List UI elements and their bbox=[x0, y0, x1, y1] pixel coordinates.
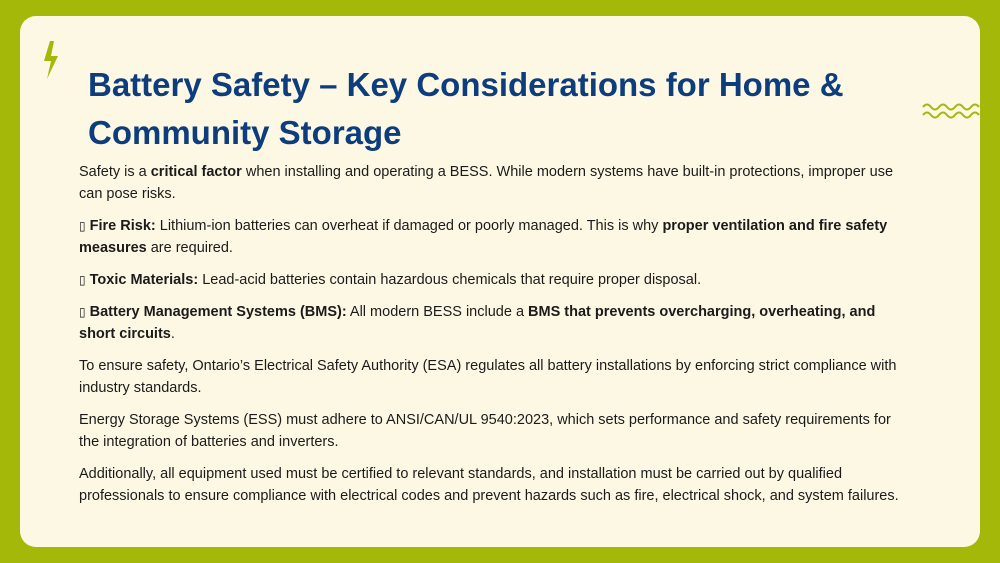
bullet-marker-icon: ▯ bbox=[79, 219, 86, 233]
ess-paragraph: Energy Storage Systems (ESS) must adhere to ANSI/CAN/UL 9540:2023, which sets performance and safety requirements for the integration of batteries and inverters. bbox=[79, 412, 891, 450]
lightning-bolt-icon bbox=[41, 41, 61, 79]
bms-paragraph: ▯ Battery Management Systems (BMS): All modern BESS include a BMS that prevents overcharging, overheating, and short circuits. bbox=[79, 304, 876, 342]
slide-title: Battery Safety – Key Considerations for Home & Community Storage bbox=[88, 66, 844, 151]
bullet-marker-icon: ▯ bbox=[79, 273, 86, 287]
additional-paragraph: Additionally, all equipment used must be certified to relevant standards, and installation must be carried out by qualified professionals to ensure compliance with electrical codes and prevent hazards such as fire, electrical shock, and system failures. bbox=[79, 466, 899, 504]
squiggle-lines-icon bbox=[921, 100, 981, 120]
slide-body bbox=[79, 161, 909, 517]
intro-paragraph: Safety is a critical factor when installing and operating a BESS. While modern systems have built-in protections, improper use can pose risks. bbox=[79, 164, 894, 202]
toxic-materials-paragraph: ▯ Toxic Materials: Lead-acid batteries contain hazardous chemicals that require proper disposal. bbox=[79, 272, 702, 288]
bullet-marker-icon: ▯ bbox=[79, 305, 86, 319]
fire-risk-paragraph: ▯ Fire Risk: Lithium-ion batteries can overheat if damaged or poorly managed. This is why proper ventilation and fire safety measures are required. bbox=[79, 218, 888, 256]
esa-paragraph: To ensure safety, Ontario’s Electrical Safety Authority (ESA) regulates all battery installations by enforcing strict compliance with industry standards. bbox=[79, 358, 897, 396]
